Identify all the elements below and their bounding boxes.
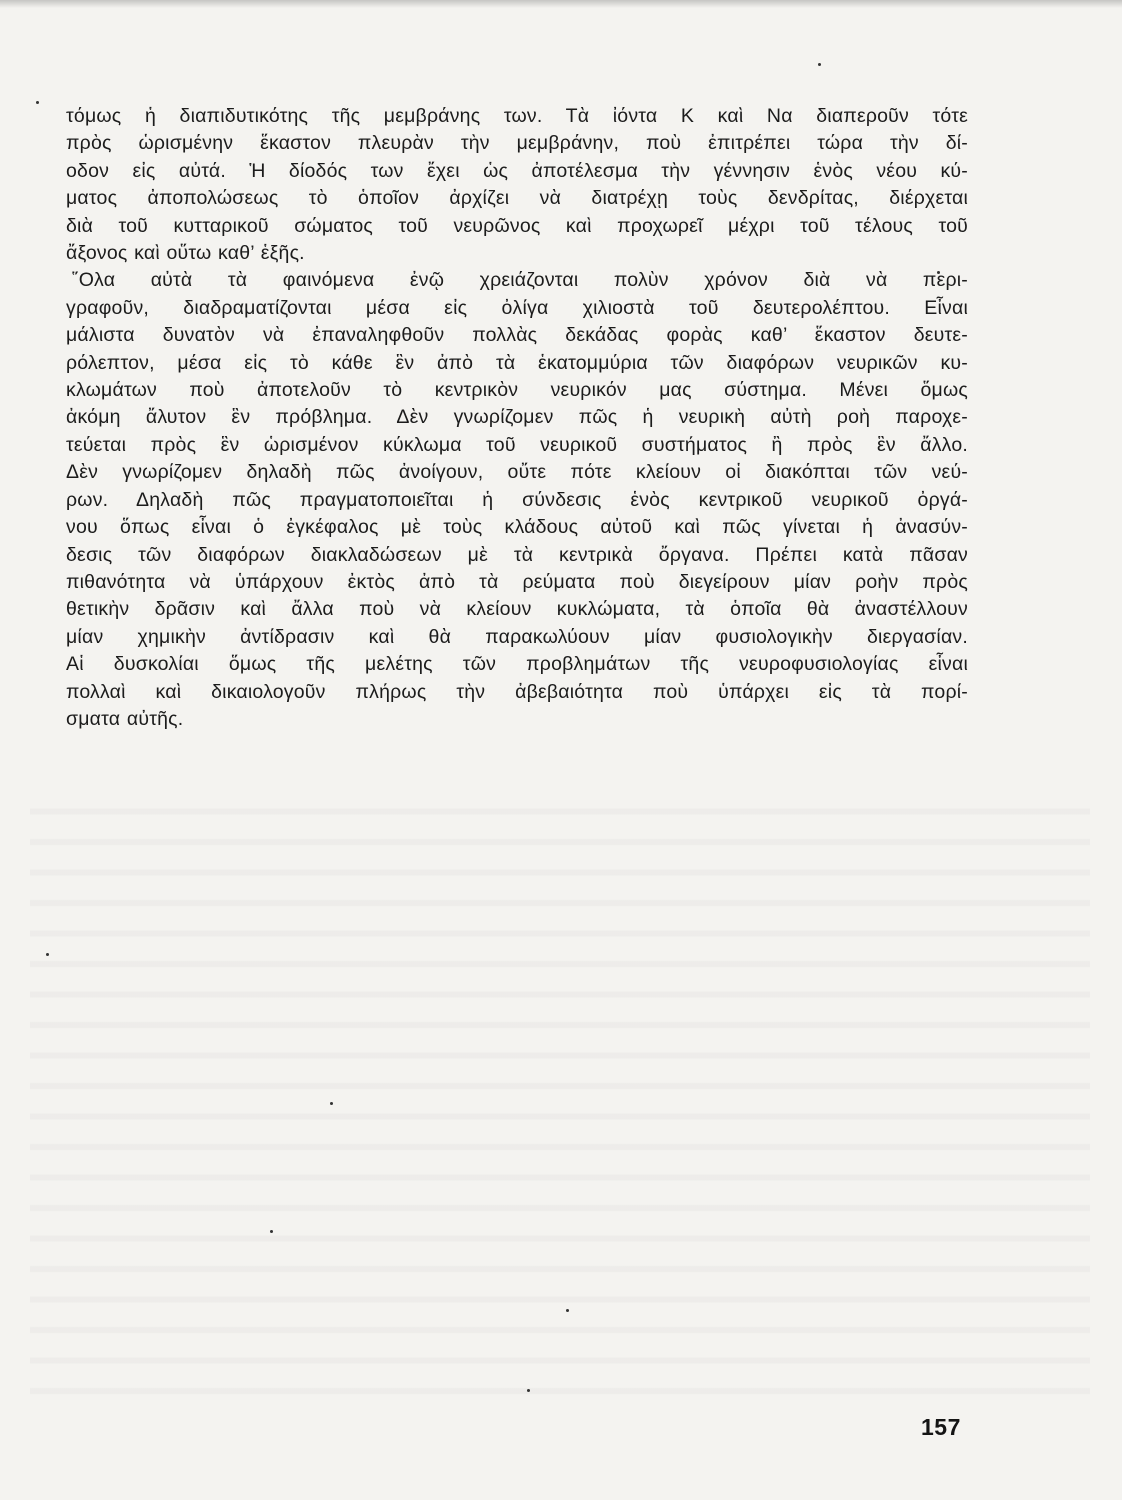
scan-top-edge: [0, 0, 1122, 8]
text-line: Δὲν γνωρίζομεν δηλαδὴ πῶς ἀνοίγουν, οὔτε πότε κλείουν οἱ διακόπται τῶν νεύ-: [66, 461, 968, 484]
text-line: πρὸς ὡρισμένην ἕκαστον πλευρὰν τὴν μεμβράνην, ποὺ ἐπιτρέπει τώρα τὴν δί-: [66, 132, 968, 155]
text-line: οδον εἰς αὐτά. Ἡ δίοδός των ἔχει ὡς ἀποτέλεσμα τὴν γέννησιν ἑνὸς νέου κύ-: [66, 159, 968, 182]
paragraph-1: [66, 103, 968, 267]
text-line: πολλαὶ καὶ δικαιολογοῦν πλήρως τὴν ἀβεβαιότητα ποὺ ὑπάρχει εἰς τὰ πορί-: [66, 680, 968, 703]
text-line: δεσις τῶν διαφόρων διακλαδώσεων μὲ τὰ κεντρικὰ ὄργανα. Πρέπει κατὰ πᾶσαν: [66, 543, 968, 566]
text-line: ἄξονος καὶ οὕτω καθ’ ἑξῆς.: [66, 242, 305, 265]
text-line: γραφοῦν, διαδραματίζονται μέσα εἰς ὀλίγα χιλιοστὰ τοῦ δευτερολέπτου. Εἶναι: [66, 296, 968, 319]
text-line: πιθανότητα νὰ ὑπάρχουν ἐκτὸς ἀπὸ τὰ ρεύματα ποὺ διεγείρουν μίαν ροὴν πρὸς: [66, 570, 968, 593]
page-number: 157: [921, 1414, 961, 1440]
dust-speck: [330, 1102, 333, 1105]
text-line: μίαν χημικὴν ἀντίδρασιν καὶ θὰ παρακωλύουν μίαν φυσιολογικὴν διεργασίαν.: [66, 625, 968, 648]
text-line: Αἱ δυσκολίαι ὅμως τῆς μελέτης τῶν προβλημάτων τῆς νευροφυσιολογίας εἶναι: [66, 653, 968, 676]
text-line: νου ὅπως εἶναι ὁ ἐγκέφαλος μὲ τοὺς κλάδους αὐτοῦ καὶ πῶς γίνεται ἡ ἀνασύν-: [66, 516, 968, 539]
body-text: [66, 103, 968, 733]
dust-speck: [566, 1309, 569, 1312]
text-line: διὰ τοῦ κυτταρικοῦ σώματος τοῦ νευρῶνος καὶ προχωρεῖ μέχρι τοῦ τέλους τοῦ: [66, 214, 968, 237]
dust-speck: [36, 101, 39, 104]
text-line: ρόλεπτον, μέσα εἰς τὸ κάθε ἓν ἀπὸ τὰ ἑκατομμύρια τῶν διαφόρων νευρικῶν κυ-: [66, 351, 968, 374]
paragraph-2: [66, 267, 968, 733]
text-line: ρων. Δηλαδὴ πῶς πραγματοποιεῖται ἡ σύνδεσις ἑνὸς κεντρικοῦ νευρικοῦ ὀργά-: [66, 488, 968, 511]
text-line: θετικὴν δρᾶσιν καὶ ἄλλα ποὺ νὰ κλείουν κυκλώματα, τὰ ὁποῖα θὰ ἀναστέλλουν: [66, 598, 968, 621]
dust-speck: [46, 953, 49, 956]
text-line: ἀκόμη ἄλυτον ἓν πρόβλημα. Δὲν γνωρίζομεν πῶς ἡ νευρικὴ αὐτὴ ροὴ παροχε-: [66, 406, 968, 429]
dust-speck: [270, 1230, 273, 1233]
dust-speck: [527, 1389, 530, 1392]
text-line: μάλιστα δυνατὸν νὰ ἐπαναληφθοῦν πολλὰς δεκάδας φορὰς καθ’ ἕκαστον δευτε-: [66, 324, 968, 347]
dust-speck: [818, 63, 821, 66]
text-line: ῞Ολα αὐτὰ τὰ φαινόμενα ἐνῷ χρειάζονται πολὺν χρόνον διὰ νὰ περι-: [72, 269, 968, 292]
text-line: τεύεται πρὸς ἓν ὡρισμένον κύκλωμα τοῦ νευρικοῦ συστήματος ἢ πρὸς ἓν ἄλλο.: [66, 433, 968, 456]
text-line: σματα αὐτῆς.: [66, 707, 184, 730]
text-line: κλωμάτων ποὺ ἀποτελοῦν τὸ κεντρικὸν νευρικόν μας σύστημα. Μένει ὅμως: [66, 379, 968, 402]
text-line: τόμως ἡ διαπιδυτικότης τῆς μεμβράνης των. Τὰ ἰόντα Κ καὶ Να διαπεροῦν τότε: [66, 105, 968, 127]
reverse-page-bleed-through: [30, 790, 1090, 1400]
text-line: ματος ἀποπολώσεως τὸ ὁποῖον ἀρχίζει νὰ διατρέχῃ τοὺς δενδρίτας, διέρχεται: [66, 187, 968, 210]
